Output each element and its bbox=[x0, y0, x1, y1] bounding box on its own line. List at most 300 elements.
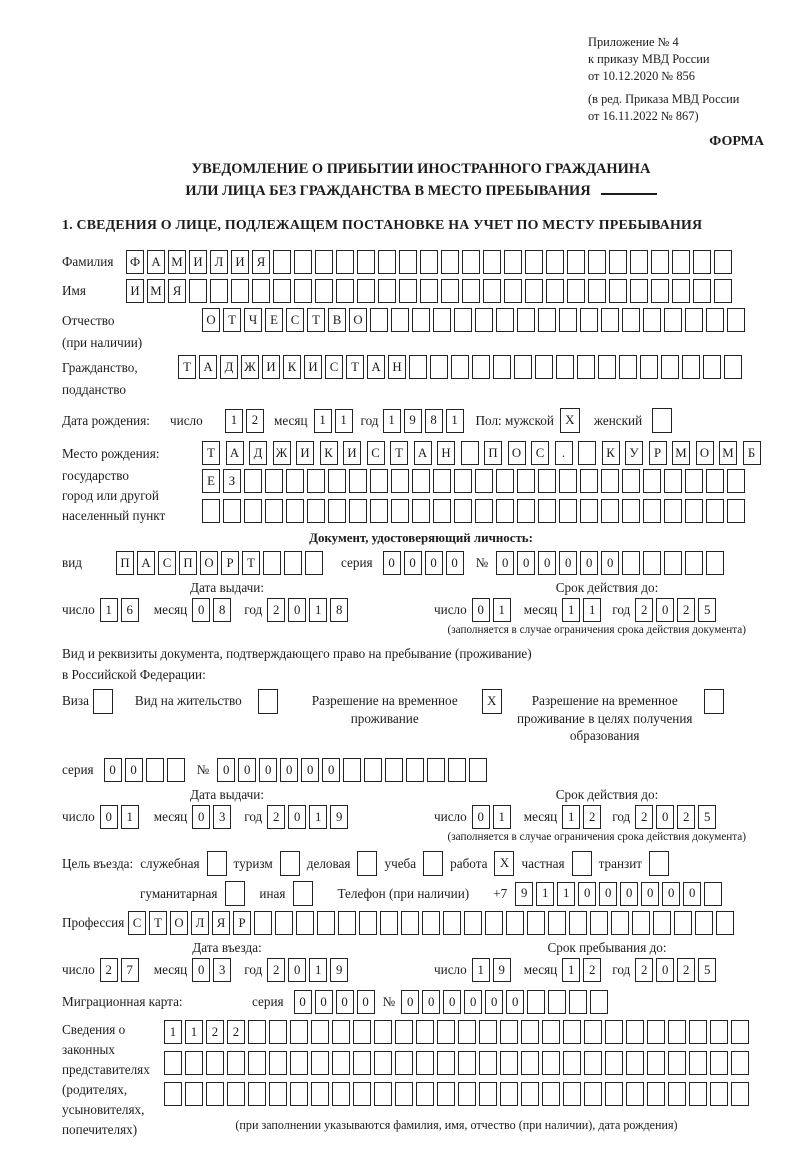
doc-issue-month-cells[interactable] bbox=[192, 598, 231, 622]
cell bbox=[483, 250, 501, 274]
cell bbox=[542, 1020, 560, 1044]
cell: И bbox=[189, 250, 207, 274]
day-label: число bbox=[62, 602, 95, 618]
doc-type-row bbox=[62, 551, 780, 575]
cell bbox=[500, 1020, 518, 1044]
cell bbox=[458, 1020, 476, 1044]
birth-month-cells[interactable] bbox=[314, 409, 353, 433]
permit-issue-col bbox=[62, 787, 392, 829]
cell bbox=[380, 911, 398, 935]
entry-stay-dates bbox=[62, 940, 780, 982]
cell bbox=[395, 1020, 413, 1044]
cell bbox=[462, 279, 480, 303]
representatives-label-line5: усыновителях, bbox=[62, 1102, 145, 1118]
cell: 1 bbox=[309, 958, 327, 982]
cell bbox=[357, 250, 375, 274]
cell: П bbox=[179, 551, 197, 575]
cell bbox=[357, 279, 375, 303]
cell: О bbox=[202, 308, 220, 332]
cell bbox=[525, 250, 543, 274]
cell bbox=[374, 1082, 392, 1106]
birthplace-row bbox=[62, 441, 780, 526]
citizenship-cells[interactable] bbox=[178, 355, 742, 379]
cell bbox=[206, 1082, 224, 1106]
stay-month-cells[interactable] bbox=[562, 958, 601, 982]
day-label: число bbox=[170, 412, 203, 428]
cell bbox=[689, 1051, 707, 1075]
birthplace-cells-block bbox=[202, 441, 761, 523]
cell bbox=[286, 469, 304, 493]
cell bbox=[353, 1082, 371, 1106]
doc-dates bbox=[62, 580, 780, 622]
year-label: год bbox=[244, 809, 263, 825]
cell bbox=[248, 1082, 266, 1106]
representatives-label-line3: представителях bbox=[62, 1062, 150, 1078]
form-title-line2 bbox=[62, 180, 780, 202]
cell bbox=[496, 469, 514, 493]
cell bbox=[527, 990, 545, 1014]
cell: 1 bbox=[493, 598, 511, 622]
cell bbox=[443, 911, 461, 935]
cell bbox=[563, 1020, 581, 1044]
cell bbox=[252, 279, 270, 303]
cell bbox=[661, 355, 679, 379]
entry-month-cells[interactable] bbox=[192, 958, 231, 982]
cell: 0 bbox=[472, 598, 490, 622]
cell: О bbox=[696, 441, 714, 465]
permit-issue-year-cells[interactable] bbox=[267, 805, 348, 829]
cell bbox=[496, 499, 514, 523]
cell bbox=[164, 1051, 182, 1075]
month-label: месяц bbox=[153, 962, 188, 978]
cell: В bbox=[328, 308, 346, 332]
year-label: год bbox=[360, 412, 379, 428]
cell: И bbox=[304, 355, 322, 379]
cell bbox=[430, 355, 448, 379]
cell bbox=[517, 308, 535, 332]
birthplace-label bbox=[62, 441, 202, 526]
cell bbox=[336, 250, 354, 274]
cell: 2 bbox=[267, 958, 285, 982]
cell bbox=[567, 250, 585, 274]
permit-issue-daterow bbox=[62, 805, 392, 829]
purpose-work-checkbox[interactable] bbox=[494, 851, 514, 876]
cell: 8 bbox=[425, 409, 443, 433]
cell: М bbox=[672, 441, 690, 465]
cell bbox=[336, 279, 354, 303]
cell bbox=[412, 469, 430, 493]
permit-valid-daterow bbox=[434, 805, 780, 829]
cell: 9 bbox=[330, 805, 348, 829]
sex-male-checkbox[interactable] bbox=[560, 408, 580, 433]
entry-year-cells[interactable] bbox=[267, 958, 348, 982]
cell bbox=[674, 911, 692, 935]
doc-type-cells[interactable] bbox=[116, 551, 323, 575]
series-label: серия bbox=[62, 762, 94, 778]
cell: Ж bbox=[273, 441, 291, 465]
cell: 0 bbox=[472, 805, 490, 829]
purpose-business-checkbox[interactable] bbox=[357, 851, 377, 876]
cell bbox=[293, 881, 313, 906]
purpose-transit-checkbox[interactable] bbox=[649, 851, 669, 876]
cell: 0 bbox=[580, 551, 598, 575]
doc-issue-day-cells[interactable] bbox=[100, 598, 139, 622]
cell bbox=[672, 250, 690, 274]
cell bbox=[437, 1051, 455, 1075]
patronymic-label-line2: (при наличии) bbox=[62, 335, 143, 351]
cell: 8 bbox=[330, 598, 348, 622]
cell bbox=[286, 499, 304, 523]
cell: Т bbox=[149, 911, 167, 935]
cell: 1 bbox=[335, 409, 353, 433]
cell: Я bbox=[212, 911, 230, 935]
cell: Ж bbox=[241, 355, 259, 379]
temp-residence-edu-checkbox[interactable] bbox=[704, 689, 724, 714]
cell: 0 bbox=[517, 551, 535, 575]
cell: О bbox=[170, 911, 188, 935]
birthplace-cells-row3[interactable] bbox=[202, 499, 761, 523]
cell: X bbox=[482, 689, 502, 714]
representatives-cells-row1[interactable] bbox=[164, 1020, 749, 1044]
cell bbox=[703, 355, 721, 379]
surname-cells[interactable] bbox=[126, 250, 732, 274]
cell bbox=[685, 469, 703, 493]
month-label: месяц bbox=[523, 602, 558, 618]
year-label: год bbox=[244, 962, 263, 978]
cell bbox=[685, 308, 703, 332]
cell bbox=[353, 1020, 371, 1044]
purpose-official-checkbox[interactable] bbox=[207, 851, 227, 876]
cell bbox=[664, 499, 682, 523]
cell bbox=[374, 1051, 392, 1075]
issue-date-label: Дата выдачи: bbox=[189, 787, 265, 803]
cell bbox=[265, 499, 283, 523]
cell bbox=[647, 1051, 665, 1075]
cell bbox=[454, 308, 472, 332]
cell bbox=[626, 1020, 644, 1044]
cell bbox=[556, 355, 574, 379]
cell: 1 bbox=[493, 805, 511, 829]
permit-issue-day-cells[interactable] bbox=[100, 805, 139, 829]
cell bbox=[569, 911, 587, 935]
cell bbox=[605, 1051, 623, 1075]
cell: 8 bbox=[213, 598, 231, 622]
cell: С bbox=[158, 551, 176, 575]
cell: 1 bbox=[562, 805, 580, 829]
cell bbox=[535, 355, 553, 379]
stay-daterow bbox=[434, 958, 780, 982]
cell: 7 bbox=[121, 958, 139, 982]
cell: А bbox=[226, 441, 244, 465]
cell bbox=[546, 250, 564, 274]
cell bbox=[359, 911, 377, 935]
cell bbox=[716, 911, 734, 935]
purpose-private-checkbox[interactable] bbox=[572, 851, 592, 876]
cell bbox=[506, 911, 524, 935]
cell bbox=[517, 499, 535, 523]
cell bbox=[538, 469, 556, 493]
doc-valid-day-cells[interactable] bbox=[472, 598, 511, 622]
permit-valid-day-cells[interactable] bbox=[472, 805, 511, 829]
doc-issue-col bbox=[62, 580, 392, 622]
migration-series-cells[interactable] bbox=[294, 990, 375, 1014]
birthplace-label-line1: Место рождения: bbox=[62, 446, 160, 462]
cell bbox=[258, 689, 278, 714]
purpose-other-label: иная bbox=[259, 885, 286, 901]
entry-day-cells[interactable] bbox=[100, 958, 139, 982]
cell: 1 bbox=[100, 598, 118, 622]
cell bbox=[146, 758, 164, 782]
cell: Н bbox=[388, 355, 406, 379]
month-label: месяц bbox=[153, 809, 188, 825]
day-label: число bbox=[434, 809, 467, 825]
cell: 0 bbox=[100, 805, 118, 829]
cell bbox=[422, 911, 440, 935]
permit-valid-year-cells[interactable] bbox=[635, 805, 716, 829]
profession-cells[interactable] bbox=[128, 911, 734, 935]
cell: Е bbox=[202, 469, 220, 493]
permit-valid-month-cells[interactable] bbox=[562, 805, 601, 829]
cell: К bbox=[602, 441, 620, 465]
cell: О bbox=[200, 551, 218, 575]
cell bbox=[580, 308, 598, 332]
cell bbox=[357, 851, 377, 876]
cell: 6 bbox=[121, 598, 139, 622]
doc-valid-year-cells[interactable] bbox=[635, 598, 716, 622]
cell: Л bbox=[210, 250, 228, 274]
birth-day-cells[interactable] bbox=[225, 409, 264, 433]
cell bbox=[275, 911, 293, 935]
cell bbox=[338, 911, 356, 935]
cell bbox=[706, 308, 724, 332]
cell bbox=[458, 1051, 476, 1075]
form-label: ФОРМА bbox=[709, 133, 764, 149]
cell: О bbox=[349, 308, 367, 332]
cell bbox=[332, 1051, 350, 1075]
cell bbox=[263, 551, 281, 575]
cell bbox=[559, 469, 577, 493]
cell bbox=[269, 1082, 287, 1106]
purpose-study-checkbox[interactable] bbox=[423, 851, 443, 876]
cell bbox=[724, 355, 742, 379]
cell: 0 bbox=[559, 551, 577, 575]
cell bbox=[605, 1082, 623, 1106]
cell bbox=[652, 408, 672, 433]
cell bbox=[93, 689, 113, 714]
cell: О bbox=[508, 441, 526, 465]
migration-number-cells[interactable] bbox=[401, 990, 608, 1014]
sex-female-checkbox[interactable] bbox=[652, 408, 672, 433]
stay-year-cells[interactable] bbox=[635, 958, 716, 982]
cell: А bbox=[199, 355, 217, 379]
representatives-cells-row3[interactable] bbox=[164, 1082, 749, 1106]
purpose-tourism-checkbox[interactable] bbox=[280, 851, 300, 876]
cell bbox=[706, 499, 724, 523]
profession-label: Профессия bbox=[62, 915, 125, 931]
cell bbox=[315, 250, 333, 274]
name-label: Имя bbox=[62, 283, 86, 299]
permit-number-cells[interactable] bbox=[217, 758, 487, 782]
cell bbox=[296, 911, 314, 935]
cell: 0 bbox=[404, 551, 422, 575]
cell bbox=[577, 355, 595, 379]
month-label: месяц bbox=[274, 412, 308, 428]
cell: 0 bbox=[294, 990, 312, 1014]
month-label: месяц bbox=[153, 602, 188, 618]
cell bbox=[227, 1051, 245, 1075]
cell bbox=[479, 1020, 497, 1044]
cell bbox=[622, 499, 640, 523]
cell bbox=[225, 881, 245, 906]
phone-cells[interactable] bbox=[515, 882, 722, 906]
cell bbox=[559, 308, 577, 332]
doc-series-cells[interactable] bbox=[383, 551, 464, 575]
representatives-note: (при заполнении указываются фамилия, имя, отчество (при наличии), дата рождения) bbox=[235, 1118, 678, 1133]
cell bbox=[475, 499, 493, 523]
cell bbox=[370, 469, 388, 493]
cell: 2 bbox=[583, 958, 601, 982]
cell bbox=[527, 911, 545, 935]
cell: 1 bbox=[164, 1020, 182, 1044]
valid-note: (заполняется в случае ограничения срока действия документа) bbox=[447, 831, 746, 844]
cell: А bbox=[137, 551, 155, 575]
cell: 2 bbox=[635, 958, 653, 982]
cell: 2 bbox=[677, 598, 695, 622]
phone-label: Телефон (при наличии) bbox=[337, 885, 470, 901]
cell bbox=[622, 308, 640, 332]
cell bbox=[433, 308, 451, 332]
cell bbox=[305, 551, 323, 575]
representatives-label-line6: попечителях) bbox=[62, 1122, 138, 1138]
cell bbox=[399, 250, 417, 274]
cell bbox=[433, 499, 451, 523]
cell bbox=[202, 499, 220, 523]
cell bbox=[454, 469, 472, 493]
cell bbox=[584, 1082, 602, 1106]
cell bbox=[647, 1082, 665, 1106]
cell bbox=[714, 250, 732, 274]
representatives-label-line2: законных bbox=[62, 1042, 115, 1058]
cell bbox=[207, 851, 227, 876]
cell: 0 bbox=[656, 598, 674, 622]
cell bbox=[685, 551, 703, 575]
cell bbox=[647, 1020, 665, 1044]
cell bbox=[451, 355, 469, 379]
purpose-row1 bbox=[62, 851, 780, 876]
cell: 0 bbox=[192, 598, 210, 622]
stay-day-cells[interactable] bbox=[472, 958, 511, 982]
cell: Л bbox=[191, 911, 209, 935]
cell bbox=[244, 499, 262, 523]
cell: 0 bbox=[336, 990, 354, 1014]
cell bbox=[622, 469, 640, 493]
purpose-humanitarian-checkbox[interactable] bbox=[225, 881, 245, 906]
representatives-cells-row2[interactable] bbox=[164, 1051, 749, 1075]
cell: 1 bbox=[557, 882, 575, 906]
residence-permit-checkbox[interactable] bbox=[258, 689, 278, 714]
cell: С bbox=[325, 355, 343, 379]
cell: 0 bbox=[464, 990, 482, 1014]
cell bbox=[294, 279, 312, 303]
cell: 0 bbox=[288, 598, 306, 622]
cell bbox=[710, 1051, 728, 1075]
cell bbox=[317, 911, 335, 935]
title-blank-field[interactable] bbox=[601, 180, 657, 195]
representatives-label-line4: (родителях, bbox=[62, 1082, 128, 1098]
valid-note: (заполняется в случае ограничения срока действия документа) bbox=[447, 624, 746, 637]
birth-year-cells[interactable] bbox=[383, 409, 464, 433]
cell: 0 bbox=[641, 882, 659, 906]
doc-number-cells[interactable] bbox=[496, 551, 724, 575]
birthplace-cells-row2[interactable] bbox=[202, 469, 761, 493]
name-row bbox=[62, 279, 780, 303]
cell: 5 bbox=[698, 598, 716, 622]
purpose-other-checkbox[interactable] bbox=[293, 881, 313, 906]
cell: 2 bbox=[583, 805, 601, 829]
patronymic-row bbox=[62, 308, 780, 353]
doc-valid-col bbox=[392, 580, 780, 622]
representatives-label bbox=[62, 1020, 164, 1140]
cell bbox=[542, 1051, 560, 1075]
cell: 5 bbox=[698, 958, 716, 982]
series-label: серия bbox=[341, 555, 373, 571]
cell bbox=[475, 308, 493, 332]
sex-female-label: женский bbox=[593, 412, 643, 428]
representatives-row bbox=[62, 1020, 780, 1140]
permit-issue-month-cells[interactable] bbox=[192, 805, 231, 829]
cell: 0 bbox=[104, 758, 122, 782]
cell bbox=[441, 279, 459, 303]
cell: 0 bbox=[446, 551, 464, 575]
cell: 0 bbox=[656, 958, 674, 982]
cell bbox=[437, 1020, 455, 1044]
permit-series-cells[interactable] bbox=[104, 758, 185, 782]
cell bbox=[374, 1020, 392, 1044]
permit-dates bbox=[62, 787, 780, 829]
cell bbox=[284, 551, 302, 575]
doc-issue-year-cells[interactable] bbox=[267, 598, 348, 622]
cell bbox=[343, 758, 361, 782]
migration-card-label: Миграционная карта: bbox=[62, 994, 183, 1010]
cell bbox=[448, 758, 466, 782]
cell bbox=[706, 551, 724, 575]
cell bbox=[626, 1082, 644, 1106]
cell: С bbox=[286, 308, 304, 332]
cell: 2 bbox=[267, 598, 285, 622]
cell: 0 bbox=[601, 551, 619, 575]
doc-valid-month-cells[interactable] bbox=[562, 598, 601, 622]
cell bbox=[427, 758, 445, 782]
birthplace-cells-row1[interactable] bbox=[202, 441, 761, 465]
patronymic-cells[interactable] bbox=[202, 308, 745, 332]
cell bbox=[685, 499, 703, 523]
cell bbox=[412, 308, 430, 332]
temp-residence-checkbox[interactable] bbox=[482, 689, 502, 714]
cell bbox=[370, 499, 388, 523]
cell: 2 bbox=[206, 1020, 224, 1044]
purpose-tourism-label: туризм bbox=[233, 855, 273, 871]
cell: 1 bbox=[314, 409, 332, 433]
cell bbox=[668, 1051, 686, 1075]
name-cells[interactable] bbox=[126, 279, 732, 303]
cell bbox=[590, 911, 608, 935]
visa-checkbox[interactable] bbox=[93, 689, 113, 714]
citizenship-label-line2: подданство bbox=[62, 382, 126, 398]
cell bbox=[370, 308, 388, 332]
cell: Е bbox=[265, 308, 283, 332]
cell bbox=[479, 1051, 497, 1075]
cell bbox=[464, 911, 482, 935]
